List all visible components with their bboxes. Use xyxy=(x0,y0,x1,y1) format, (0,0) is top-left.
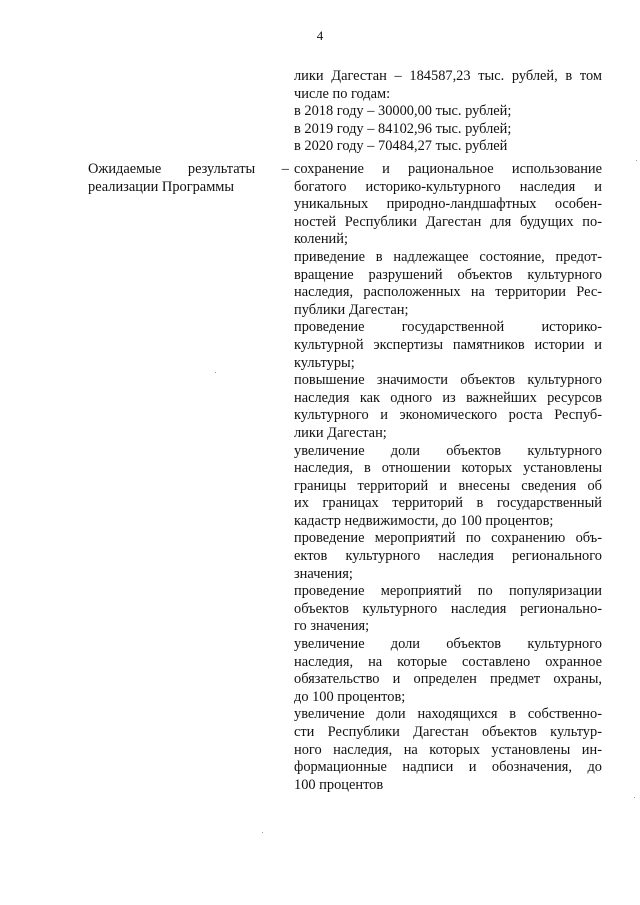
scan-speck xyxy=(636,160,637,161)
result-line: культурного и экономического роста Респуб- xyxy=(294,407,602,424)
result-line: богатого историко-культурного наследия и xyxy=(294,178,602,195)
section-label xyxy=(88,161,289,196)
funding-line: в 2019 году – 84102,96 тыс. рублей; xyxy=(294,120,512,137)
result-line: ностей Республики Дагестан для будущих по- xyxy=(294,213,602,230)
result-line: наследия, в отношении которых установлены xyxy=(294,460,602,477)
result-line: увеличение доли находящихся в собственно- xyxy=(294,706,602,723)
scan-speck xyxy=(262,832,263,833)
result-line: формационные надписи и обозначения, до xyxy=(294,759,602,776)
result-line: вращение разрушений объектов культурного xyxy=(294,266,602,283)
result-line: ного наследия, на которых установлены ин- xyxy=(294,741,602,758)
funding-line: в 2018 году – 30000,00 тыс. рублей; xyxy=(294,103,512,120)
result-line: наследия, на которые составлено охранное xyxy=(294,653,602,670)
result-line: наследия как одного из важнейших ресурсов xyxy=(294,389,602,406)
result-line: до 100 процентов; xyxy=(294,688,406,705)
funding-line: лики Дагестан – 184587,23 тыс. рублей, в том xyxy=(294,68,602,84)
result-line: их границах территорий в государственный xyxy=(294,495,602,512)
result-line: сохранение и рациональное использование xyxy=(294,161,602,177)
scan-speck xyxy=(215,372,216,373)
result-line: значения; xyxy=(294,565,353,582)
result-line: го значения; xyxy=(294,618,370,635)
expected-results-text xyxy=(294,161,602,794)
result-line: приведение в надлежащее состояние, предот- xyxy=(294,248,602,265)
result-line: проведение государственной историко- xyxy=(294,319,602,336)
result-line: проведение мероприятий по сохранению объ- xyxy=(294,530,602,547)
result-line: увеличение доли объектов культурного xyxy=(294,636,602,653)
funding-line: числе по годам: xyxy=(294,85,391,102)
result-line: культуры; xyxy=(294,354,355,371)
result-line: ектов культурного наследия регионального xyxy=(294,548,602,565)
result-line: лики Дагестан; xyxy=(294,424,387,441)
result-line: 100 процентов xyxy=(294,776,384,793)
result-line: повышение значимости объектов культурного xyxy=(294,372,602,389)
result-line: уникальных природно-ландшафтных особен- xyxy=(294,196,602,213)
result-line: культурной экспертизы памятников истории и xyxy=(294,336,602,353)
result-line: объектов культурного наследия регионально- xyxy=(294,600,602,617)
funding-line: в 2020 году – 70484,27 тыс. рублей xyxy=(294,138,508,155)
result-line: кадастр недвижимости, до 100 процентов; xyxy=(294,512,554,529)
result-line: проведение мероприятий по популяризации xyxy=(294,583,602,600)
result-line: наследия, расположенных на территории Рес- xyxy=(294,284,602,301)
scan-speck xyxy=(634,797,635,798)
result-line: обязательство и определен предмет охраны, xyxy=(294,671,602,688)
section-label-line: реализации Программы xyxy=(88,178,235,195)
result-line: публики Дагестан; xyxy=(294,301,409,318)
page-number: 4 xyxy=(316,28,324,43)
funding-text xyxy=(294,68,602,156)
result-line: колений; xyxy=(294,231,348,248)
result-line: сти Республики Дагестан объектов культур- xyxy=(294,724,602,740)
result-line: границы территорий и внесены сведения об xyxy=(294,477,602,494)
section-label-line: Ожидаемые результаты – xyxy=(88,161,289,177)
result-line: увеличение доли объектов культурного xyxy=(294,442,602,459)
